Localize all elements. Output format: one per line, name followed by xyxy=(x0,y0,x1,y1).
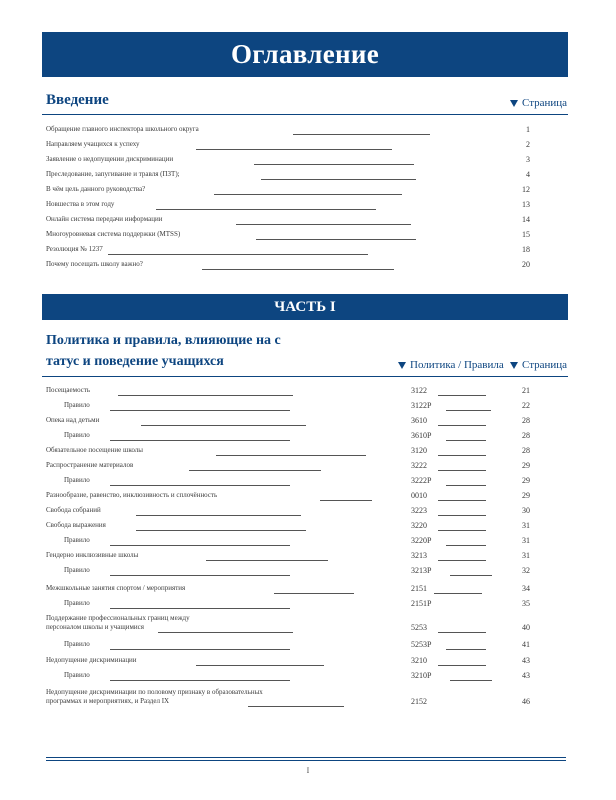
dot-leader xyxy=(446,545,486,546)
toc-row[interactable] xyxy=(46,155,568,169)
policy-code: 3122P xyxy=(411,401,432,410)
policy-row[interactable] xyxy=(46,491,568,505)
dot-leader xyxy=(158,632,293,633)
dot-leader xyxy=(434,593,482,594)
policy-code: 3610 xyxy=(411,416,427,425)
dot-leader xyxy=(320,500,372,501)
policy-row[interactable] xyxy=(46,446,568,460)
dot-leader xyxy=(118,395,293,396)
policy-row[interactable] xyxy=(46,416,568,430)
toc-row[interactable] xyxy=(46,260,568,274)
policy-row[interactable] xyxy=(46,640,568,654)
dot-leader xyxy=(248,706,344,707)
policy-row[interactable] xyxy=(46,599,568,613)
policy-label: Свобода собраний xyxy=(46,506,101,514)
policy-label: Поддержание профессиональных границ между xyxy=(46,614,190,622)
dot-leader xyxy=(256,239,416,240)
dot-leader xyxy=(438,665,486,666)
toc-label: Резолюция № 1237 xyxy=(46,245,103,253)
policy-row[interactable] xyxy=(46,614,568,638)
policy-code: 3213P xyxy=(411,566,432,575)
dot-leader xyxy=(438,395,486,396)
policy-page: 46 xyxy=(522,697,530,706)
policy-page: 29 xyxy=(522,491,530,500)
policy-label: Разнообразие, равенство, инклюзивность и сплочённость xyxy=(46,491,218,499)
policy-row[interactable] xyxy=(46,536,568,550)
dot-leader xyxy=(110,575,290,576)
policy-label: Правило xyxy=(64,536,90,544)
policy-label: Правило xyxy=(64,566,90,574)
toc-row[interactable] xyxy=(46,170,568,184)
dot-leader xyxy=(293,134,430,135)
policy-code: 3220P xyxy=(411,536,432,545)
policy-label: Правило xyxy=(64,640,90,648)
policy-label: Посещаемость xyxy=(46,386,91,394)
toc-label: Направляем учащихся к успеху xyxy=(46,140,140,148)
toc-page: 18 xyxy=(522,245,530,254)
policy-row[interactable] xyxy=(46,431,568,445)
policy-divider xyxy=(42,376,568,377)
dot-leader xyxy=(438,632,486,633)
dot-leader xyxy=(450,575,492,576)
policy-code: 2152 xyxy=(411,697,427,706)
toc-page: 1 xyxy=(526,125,530,134)
dot-leader xyxy=(141,425,306,426)
dot-leader xyxy=(189,470,321,471)
policy-label: Опека над детьми xyxy=(46,416,100,424)
policy-page: 32 xyxy=(522,566,530,575)
policy-row[interactable] xyxy=(46,461,568,475)
dot-leader xyxy=(438,500,486,501)
policy-page: 35 xyxy=(522,599,530,608)
policy-page: 43 xyxy=(522,671,530,680)
policy-page: 43 xyxy=(522,656,530,665)
toc-page: 14 xyxy=(522,215,530,224)
policy-page: 22 xyxy=(522,401,530,410)
policy-row[interactable] xyxy=(46,521,568,535)
toc-page: 4 xyxy=(526,170,530,179)
dot-leader xyxy=(254,164,414,165)
footer-rule-bottom xyxy=(46,760,566,761)
policy-section-title-line2: татус и поведение учащихся xyxy=(46,354,224,369)
policy-label: Правило xyxy=(64,431,90,439)
policy-column-label: Политика / Правила xyxy=(410,359,504,371)
toc-label: Заявление о недопущении дискриминации xyxy=(46,155,174,163)
page-column-label: Страница xyxy=(522,359,568,371)
toc-page: 13 xyxy=(522,200,530,209)
policy-label: Правило xyxy=(64,599,90,607)
toc-row[interactable] xyxy=(46,140,568,154)
dot-leader xyxy=(438,470,486,471)
dot-leader xyxy=(196,665,324,666)
policy-label: Межшкольные занятия спортом / мероприятия xyxy=(46,584,186,592)
toc-row[interactable] xyxy=(46,185,568,199)
dot-leader xyxy=(438,425,486,426)
toc-label: Обращение главного инспектора школьного округа xyxy=(46,125,199,133)
policy-row[interactable] xyxy=(46,656,568,670)
policy-label: Распространение материалов xyxy=(46,461,134,469)
toc-page: 15 xyxy=(522,230,530,239)
toc-label: Почему посещать школу важно? xyxy=(46,260,143,268)
policy-code: 5253 xyxy=(411,623,427,632)
policy-column-header xyxy=(398,359,504,371)
intro-divider xyxy=(42,114,568,115)
policy-page: 34 xyxy=(522,584,530,593)
page-title-banner xyxy=(42,32,568,77)
triangle-down-icon xyxy=(510,362,518,369)
toc-row[interactable] xyxy=(46,215,568,229)
dot-leader xyxy=(236,224,411,225)
dot-leader xyxy=(438,515,486,516)
toc-row[interactable] xyxy=(46,125,568,139)
toc-label: Новшества в этом году xyxy=(46,200,115,208)
policy-code: 3220 xyxy=(411,521,427,530)
intro-page-column-header xyxy=(510,97,567,109)
policy-row[interactable] xyxy=(46,551,568,565)
dot-leader xyxy=(156,209,376,210)
toc-label: Преследование, запугивание и травля (ПЗТ); xyxy=(46,170,180,178)
policy-label: Недопущение дискриминации xyxy=(46,656,137,664)
policy-section-title-line1: Политика и правила, влияющие на с xyxy=(46,333,281,348)
policy-label: Обязательное посещение школы xyxy=(46,446,143,454)
dot-leader xyxy=(136,515,301,516)
page-column-label: Страница xyxy=(522,97,568,109)
toc-page: 3 xyxy=(526,155,530,164)
policy-page: 31 xyxy=(522,551,530,560)
page-title: Оглавление xyxy=(231,39,379,69)
dot-leader xyxy=(202,269,394,270)
policy-code: 3610P xyxy=(411,431,432,440)
dot-leader xyxy=(110,545,290,546)
footer-page-number: I xyxy=(306,766,310,775)
policy-row[interactable] xyxy=(46,566,568,580)
policy-row[interactable] xyxy=(46,386,568,400)
dot-leader xyxy=(261,179,416,180)
dot-leader xyxy=(446,485,486,486)
dot-leader xyxy=(216,455,366,456)
intro-section-title: Введение xyxy=(46,92,109,108)
dot-leader xyxy=(450,680,492,681)
policy-page: 40 xyxy=(522,623,530,632)
footer-rule-top xyxy=(46,757,566,758)
toc-row[interactable] xyxy=(46,245,568,259)
dot-leader xyxy=(214,194,402,195)
policy-code: 3210P xyxy=(411,671,432,680)
toc-page: 2 xyxy=(526,140,530,149)
toc-row[interactable] xyxy=(46,230,568,244)
policy-page: 29 xyxy=(522,476,530,485)
toc-page: 20 xyxy=(522,260,530,269)
policy-row[interactable] xyxy=(46,476,568,490)
dot-leader xyxy=(196,149,392,150)
policy-label: Правило xyxy=(64,401,90,409)
policy-page: 31 xyxy=(522,521,530,530)
triangle-down-icon xyxy=(398,362,406,369)
policy-label: Свобода выражения xyxy=(46,521,106,529)
dot-leader xyxy=(438,530,486,531)
policy-label: Правило xyxy=(64,671,90,679)
policy-row[interactable] xyxy=(46,671,568,685)
policy-page: 31 xyxy=(522,536,530,545)
policy-code: 2151 xyxy=(411,584,427,593)
policy-label-continued: программах и мероприятиях, и Раздел IX xyxy=(46,697,170,705)
policy-page-column-header xyxy=(510,359,567,371)
triangle-down-icon xyxy=(510,100,518,107)
part-title: ЧАСТЬ I xyxy=(274,299,336,315)
policy-code: 3213 xyxy=(411,551,427,560)
dot-leader xyxy=(110,680,290,681)
policy-row[interactable] xyxy=(46,584,568,598)
dot-leader xyxy=(438,455,486,456)
policy-code: 3223 xyxy=(411,506,427,515)
dot-leader xyxy=(110,440,290,441)
policy-code: 2151P xyxy=(411,599,432,608)
dot-leader xyxy=(110,649,290,650)
policy-page: 30 xyxy=(522,506,530,515)
part-banner xyxy=(42,294,568,320)
dot-leader xyxy=(136,530,306,531)
toc-row[interactable] xyxy=(46,200,568,214)
policy-page: 28 xyxy=(522,446,530,455)
policy-label: Правило xyxy=(64,476,90,484)
policy-label: Недопущение дискриминации по половому признаку в образовательных xyxy=(46,688,263,696)
policy-page: 21 xyxy=(522,386,530,395)
policy-code: 3222 xyxy=(411,461,427,470)
toc-label: Многоуровневая система поддержки (MTSS) xyxy=(46,230,181,238)
dot-leader xyxy=(274,593,354,594)
policy-page: 28 xyxy=(522,431,530,440)
policy-code: 3222P xyxy=(411,476,432,485)
policy-code: 3210 xyxy=(411,656,427,665)
dot-leader xyxy=(110,485,290,486)
policy-code: 3120 xyxy=(411,446,427,455)
policy-page: 29 xyxy=(522,461,530,470)
policy-code: 5253P xyxy=(411,640,432,649)
dot-leader xyxy=(110,608,290,609)
dot-leader xyxy=(446,649,486,650)
dot-leader xyxy=(108,254,368,255)
policy-code: 3122 xyxy=(411,386,427,395)
policy-label: Гендерно инклюзивные школы xyxy=(46,551,139,559)
toc-page: 12 xyxy=(522,185,530,194)
policy-row[interactable] xyxy=(46,688,568,712)
dot-leader xyxy=(446,410,491,411)
policy-page: 41 xyxy=(522,640,530,649)
policy-code: 0010 xyxy=(411,491,427,500)
dot-leader xyxy=(446,440,486,441)
policy-label-continued: персоналом школы и учащимися xyxy=(46,623,144,631)
dot-leader xyxy=(438,560,486,561)
policy-page: 28 xyxy=(522,416,530,425)
dot-leader xyxy=(110,410,290,411)
dot-leader xyxy=(206,560,328,561)
policy-row[interactable] xyxy=(46,506,568,520)
policy-row[interactable] xyxy=(46,401,568,415)
toc-label: Онлайн система передачи информации xyxy=(46,215,163,223)
toc-label: В чём цель данного руководства? xyxy=(46,185,146,193)
